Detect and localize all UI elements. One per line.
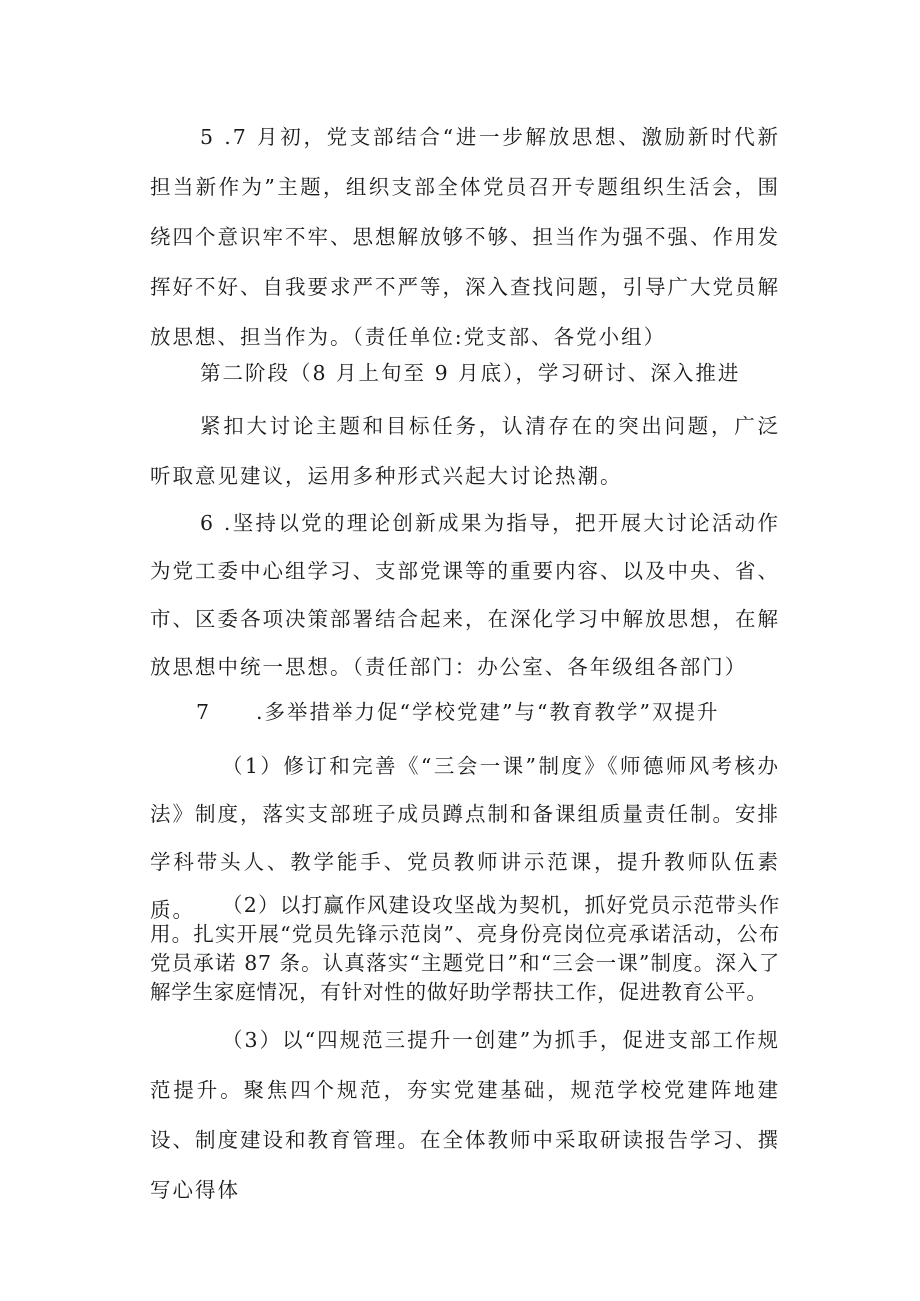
paragraph-subitem-2: （2）以打赢作风建设攻坚战为契机，抓好党员示范带头作用。扎实开展“党员先锋示范岗”、亮身份亮岗位亮承诺活动，公布党员承诺 87 条。认真落实“主题党日”和“三会一课”制度。深入了解学生家庭情况，有针对性的做好助学帮扶工作，促进教育公平。 bbox=[150, 893, 780, 1004]
stage-two-intro: 紧扣大讨论主题和目标任务，认清存在的突出问题，广泛听取意见建议，运用多种形式兴起大讨论热潮。 bbox=[150, 414, 780, 488]
paragraph-subitem-3: （3）以“四规范三提升一创建”为抓手，促进支部工作规范提升。聚焦四个规范，夯实党建基础，规范学校党建阵地建设、制度建设和教育管理。在全体教师中采取研读报告学习、撰写心得体 bbox=[150, 1028, 780, 1202]
paragraph-item-5: 5 .7 月初，党支部结合“进一步解放思想、激励新时代新担当新作为”主题，组织支部全体党员召开专题组织生活会，围绕四个意识牢不牢、思想解放够不够、担当作为强不强、作用发挥好不好、自我要求严不严等，深入查找问题，引导广大党员解放思想、担当作为。（责任单位:党支部、各党小组） bbox=[150, 125, 780, 349]
paragraph-subitem-1: （1）修订和完善《“三会一课”制度》《师德师风考核办法》制度，落实支部班子成员蹲点制和备课组质量责任制。安排学科带头人、教学能手、党员教师讲示范课，提升教师队伍素质。 bbox=[150, 754, 780, 922]
paragraph-item-7-heading: 7 .多举措举力促“学校党建”与“教育教学”双提升 bbox=[196, 700, 720, 724]
stage-two-heading: 第二阶段（8 月上旬至 9 月底），学习研讨、深入推进 bbox=[200, 361, 741, 385]
paragraph-item-6: 6 .坚持以党的理论创新成果为指导，把开展大讨论活动作为党工委中心组学习、支部党课等的重要内容、以及中央、省、市、区委各项决策部署结合起来，在深化学习中解放思想，在解放思想中统一思想。（责任部门：办公室、各年级组各部门） bbox=[150, 511, 780, 679]
